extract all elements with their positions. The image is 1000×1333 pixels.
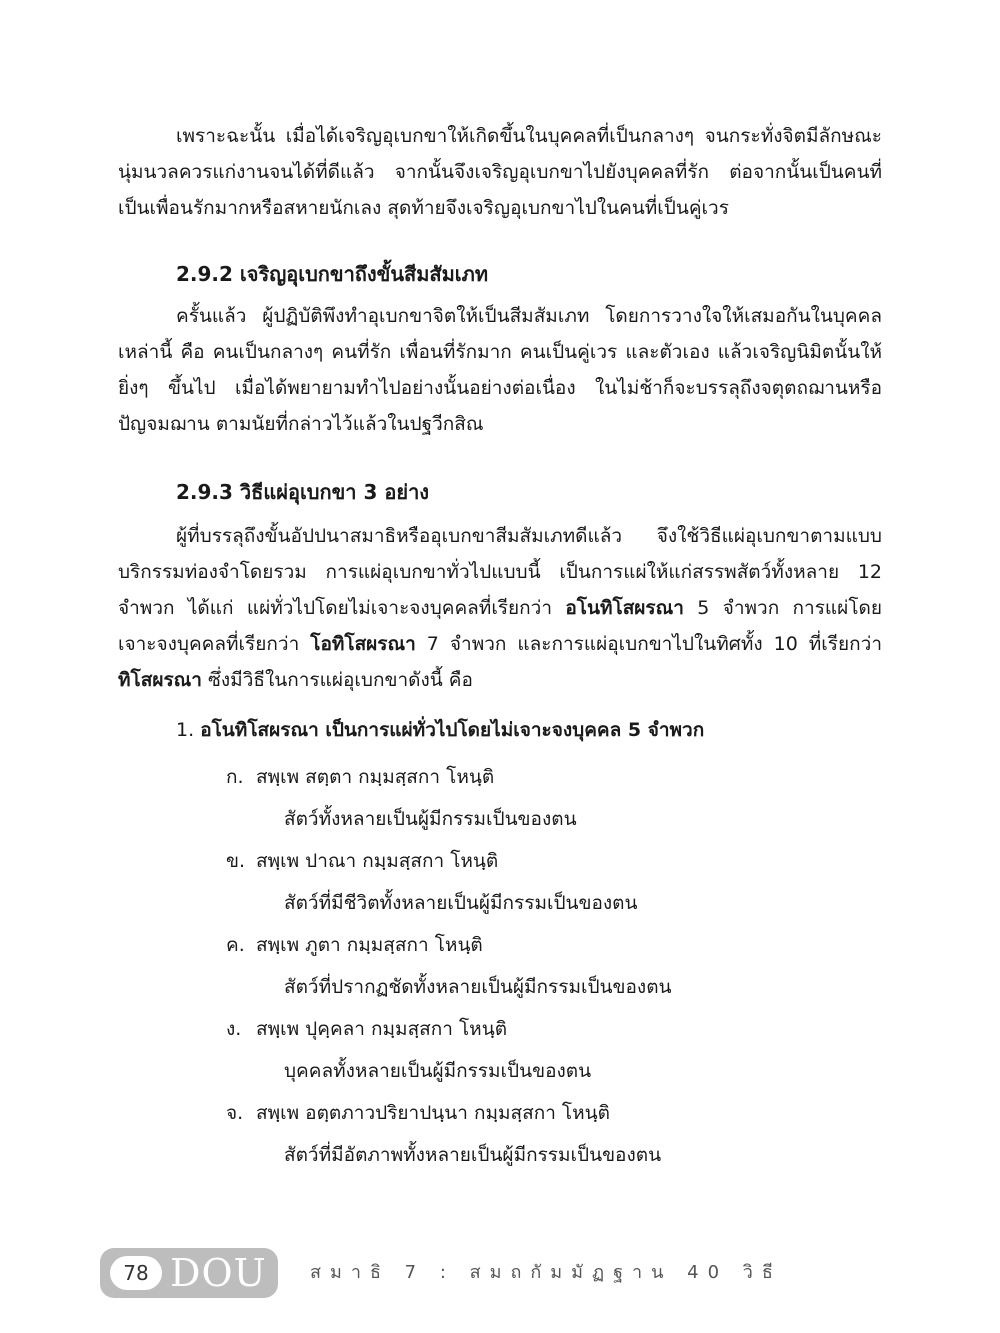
section-heading-2-9-3: 2.9.3 วิธีแผ่อุเบกขา 3 อย่าง [176, 480, 430, 504]
list-item [226, 760, 577, 836]
body-text: 7 จำพวก และการแผ่อุเบกขาไปในทิศทั้ง 10 ที่เรียกว่า [415, 633, 882, 655]
item-marker: จ. [226, 1102, 244, 1124]
body-text: 5 จำพวก การแผ่โดยเจาะจงบุคคลที่เรียกว่า [118, 597, 882, 655]
term-odhiso: โอทิโสผรณา [310, 633, 416, 655]
section-heading-2-9-2: 2.9.2 เจริญอุเบกขาถึงขั้นสีมสัมเภท [176, 262, 489, 286]
pali-text: สพฺเพ อตฺตภาวปริยาปนฺนา กมฺมสฺสกา โหนฺติ [256, 1102, 610, 1124]
translation-text: สัตว์ทั้งหลายเป็นผู้มีกรรมเป็นของตน [284, 808, 577, 830]
body-text: ซึ่งมีวิธีในการแผ่อุเบกขาดังนี้ คือ [201, 669, 473, 691]
translation-text: สัตว์ที่มีชีวิตทั้งหลายเป็นผู้มีกรรมเป็นของตน [284, 892, 638, 914]
translation-text: สัตว์ที่มีอัตภาพทั้งหลายเป็นผู้มีกรรมเป็นของตน [284, 1144, 662, 1166]
dou-logo: DOU [170, 1251, 267, 1295]
item-marker: ง. [226, 1018, 242, 1040]
pali-text: สพฺเพ ปาณา กมฺมสฺสกา โหนฺติ [256, 850, 499, 872]
page-number: 78 [110, 1256, 162, 1290]
list-heading-text: อโนทิโสผรณา เป็นการแผ่ทั่วไปโดยไม่เจาะจงบุคคล 5 จำพวก [200, 719, 705, 741]
list-item [226, 1012, 591, 1088]
item-marker: ค. [226, 934, 245, 956]
running-title: สมาธิ 7 : สมถกัมมัฏฐาน 40 วิธี [310, 1262, 782, 1283]
pali-text: สพฺเพ สตฺตา กมฺมสฺสกา โหนฺติ [256, 766, 495, 788]
body-text: ผู้ที่บรรลุถึงขั้นอัปปนาสมาธิหรืออุเบกขาสีมสัมเภทดีแล้ว จึงใช้วิธีแผ่อุเบกขาตามแบบบริกรรมท่องจำโดยรวม การแผ่อุเบกขาทั่วไปแบบนี้ เป็นการแผ่ให้แก่สรรพสัตว์ทั้งหลาย 12 จำพวก ได้แก่ แผ่ทั่วไปโดยไม่เจาะจงบุคคลที่เรียกว่า [118, 525, 882, 619]
section-2-9-3-body [118, 518, 882, 698]
pali-text: สพฺเพ ปุคฺคลา กมฺมสฺสกา โหนฺติ [256, 1018, 508, 1040]
section-2-9-2-body: ครั้นแล้ว ผู้ปฏิบัติพึงทำอุเบกขาจิตให้เป็นสีมสัมเภท โดยการวางใจให้เสมอกันในบุคคลเหล่านี้ คือ คนเป็นกลางๆ คนที่รัก เพื่อนที่รักมาก คนเป็นคู่เวร และตัวเอง แล้วเจริญนิมิตนั้นให้ยิ่งๆ ขึ้นไป เมื่อได้พยายามทำไปอย่างนั้นอย่างต่อเนื่อง ในไม่ช้าก็จะบรรลุถึงจตุตถฌานหรือปัญจมฌาน ตามนัยที่กล่าวไว้แล้วในปฐวีกสิณ [118, 305, 882, 435]
item-marker: ก. [226, 766, 244, 788]
item-marker: ข. [226, 850, 246, 872]
list-number: 1. [176, 719, 195, 741]
page-footer [100, 1248, 900, 1298]
term-disa: ทิโสผรณา [118, 669, 202, 691]
list-item [226, 1096, 661, 1172]
list-item [226, 844, 638, 920]
pali-text: สพฺเพ ภูตา กมฺมสฺสกา โหนฺติ [256, 934, 483, 956]
translation-text: สัตว์ที่ปรากฏชัดทั้งหลายเป็นผู้มีกรรมเป็นของตน [284, 976, 672, 998]
page-badge [100, 1248, 278, 1298]
translation-text: บุคคลทั้งหลายเป็นผู้มีกรรมเป็นของตน [284, 1060, 592, 1082]
term-anodhiso: อโนทิโสผรณา [565, 597, 684, 619]
list-item [226, 928, 672, 1004]
paragraph-intro: เพราะฉะนั้น เมื่อได้เจริญอุเบกขาให้เกิดขึ้นในบุคคลที่เป็นกลางๆ จนกระทั่งจิตมีลักษณะนุ่มนวลควรแก่งานจนได้ที่ดีแล้ว จากนั้นจึงเจริญอุเบกขาไปยังบุคคลที่รัก ต่อจากนั้นเป็นคนที่เป็นเพื่อนรักมากหรือสหายนักเลง สุดท้ายจึงเจริญอุเบกขาไปในคนที่เป็นคู่เวร [118, 125, 882, 219]
list-heading [176, 712, 704, 748]
